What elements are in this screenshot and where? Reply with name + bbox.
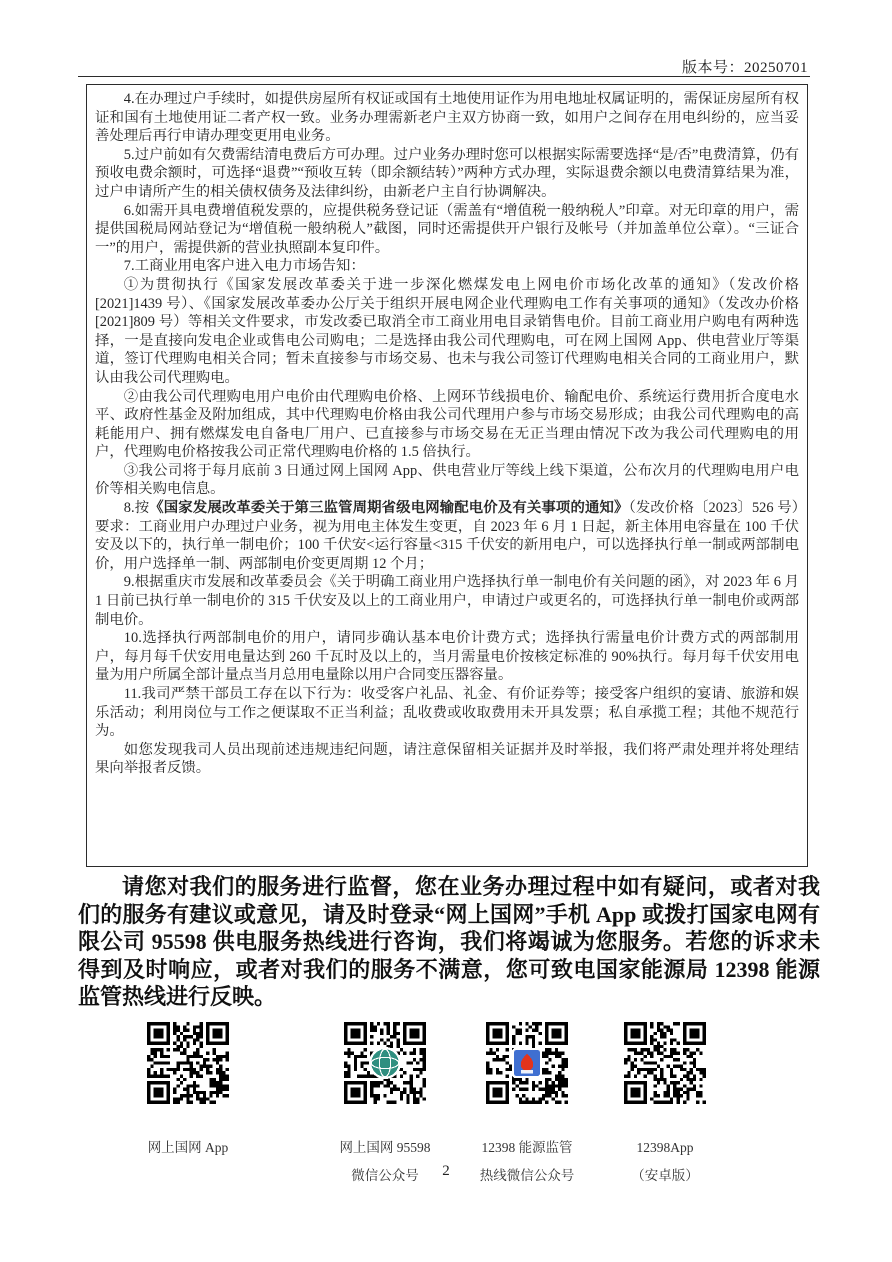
notice-paragraph — [95, 388, 799, 462]
qr-12398-app-android — [624, 1022, 706, 1183]
qr-12398-app-android-image — [624, 1022, 706, 1104]
notice-paragraph — [95, 462, 799, 499]
qr-caption — [580, 1134, 750, 1190]
supervision-paragraph: 请您对我们的服务进行监督，您在业务办理过程中如有疑问，或者对我们的服务有建议或意见，请及时登录“网上国网”手机 App 或拨打国家电网有限公司 95598 供电服务热线进行咨询，我们将竭诚为您服务。若您的诉求未得到及时响应，或者对我们的服务不满意，您可致电国家能源局 12398 能源监管热线进行反映。 — [78, 874, 820, 1010]
qr-caption-line: 热线微信公众号 — [479, 1168, 575, 1183]
notice-paragraph — [95, 202, 799, 258]
notice-paragraph — [95, 257, 799, 276]
version-label: 版本号：20250701 — [681, 60, 808, 76]
paragraph-text: 如您发现我司人员出现前述违规违纪问题，请注意保留相关证据并及时举报，我们将严肃处理并将处理结果向举报者反馈。 — [95, 741, 799, 777]
qr-caption-line: 12398App — [636, 1140, 694, 1155]
top-rule — [78, 76, 810, 77]
paragraph-text: ①为贯彻执行《国家发展改革委关于进一步深化燃煤发电上网电价市场化改革的通知》（发改价格[2021]1439 号）、《国家发展改革委办公厅关于组织开展电网企业代理购电工作有关事项的通知》（发改办价格[2021]809 号）等相关文件要求，市发改委已取消全市工商业用电目录销售电价。目前工商业用户购电有两种选择，一是直接向发电企业或售电公司购电；二是选择由我公司代理购电，可在网上国网 App、供电营业厅等渠道，签订代理购电相关合同；暂未直接参与市场交易、也未与我公司签订代理购电相关合同的工商业用户，默认由我公司代理购电。 — [95, 276, 799, 386]
paragraph-text: ③我公司将于每月底前 3 日通过网上国网 App、供电营业厅等线上线下渠道，公布次月的代理购电用户电价等相关购电信息。 — [95, 462, 799, 498]
paragraph-text: 7.工商业用电客户进入电力市场告知： — [123, 258, 365, 275]
qr-caption-line: 微信公众号 — [351, 1168, 419, 1183]
qr-caption-line: （安卓版） — [631, 1168, 699, 1183]
qr-12398-hotline-wechat — [479, 1022, 575, 1183]
notice-paragraphs — [95, 90, 799, 778]
qr-caption-line: 网上国网 App — [147, 1140, 229, 1155]
notice-box — [86, 84, 808, 867]
notice-paragraph — [95, 146, 799, 202]
page-number: 2 — [442, 1163, 450, 1179]
notice-paragraph — [95, 741, 799, 778]
qr-95598-wechat — [339, 1022, 431, 1183]
notice-paragraph — [95, 573, 799, 629]
notice-paragraph — [95, 499, 799, 573]
paragraph-text: 4.在办理过户手续时，如提供房屋所有权证或国有土地使用证作为用电地址权属证明的，需保证房屋所有权证和国有土地使用证二者产权一致。业务办理需新老户主双方协商一致，如用户之间存在用电纠纷的，应当妥善处理后再行申请办理变更用电业务。 — [95, 91, 799, 145]
qr-caption-line: 网上国网 95598 — [339, 1140, 431, 1155]
qr-wangshang-guowang-app — [147, 1022, 229, 1155]
qr-95598-wechat-image — [344, 1022, 426, 1104]
paragraph-text: （发改价格〔2023〕526 号）要求：工商业用户办理过户业务，视为用电主体发生变更，自 2023 年 6 月 1 日起，新主体用电容量在 100 千伏安及以下的，执行单一制电价；100 千伏安<运行容量<315 千伏安的新用电户，可以选择执行单一制或两部制电价，用户选择单一制、两部制电价变更周期 12 个月； — [95, 500, 799, 572]
qr-wangshang-guowang-app-image — [147, 1022, 229, 1104]
notice-paragraph — [95, 685, 799, 741]
paragraph-text: 5.过户前如有欠费需结清电费后方可办理。过户业务办理时您可以根据实际需要选择“是/否”电费清算，仍有预收电费余额时，可选择“退费”“预收互转（即余额结转）”两种方式办理，实际退费余额以电费清算结果为准，过户申请所产生的相关债权债务及法律纠纷，由新老户主自行协调解决。 — [95, 146, 799, 200]
document-title-bold: 《国家发展改革委关于第三监管周期省级电网输配电价及有关事项的通知》 — [149, 500, 629, 517]
notice-paragraph — [95, 90, 799, 146]
qr-caption — [103, 1134, 273, 1162]
qr-row — [0, 1022, 892, 1222]
paragraph-text: 11.我司严禁干部员工存在以下行为：收受客户礼品、礼金、有价证券等；接受客户组织的宴请、旅游和娱乐活动；利用岗位与工作之便谋取不正当利益；乱收费或收取费用未开具发票；私自承揽工程；其他不规范行为。 — [95, 686, 799, 740]
paragraph-text: 6.如需开具电费增值税发票的，应提供税务登记证（需盖有“增值税一般纳税人”印章。对无印章的用户，需提供国税局网站登记为“增值税一般纳税人”截图，同时还需提供开户银行及帐号（并加盖单位公章）。“三证合一”的用户，需提供新的营业执照副本复印件。 — [95, 202, 799, 256]
qr-12398-hotline-wechat-image — [486, 1022, 568, 1104]
notice-paragraph — [95, 629, 799, 685]
qr-caption-line: 12398 能源监管 — [481, 1140, 573, 1155]
paragraph-text: 10.选择执行两部制电价的用户，请同步确认基本电价计费方式；选择执行需量电价计费方式的两部制用户，每月每千伏安用电量达到 260 千瓦时及以上的，当月需量电价按核定标准的 90%执行。每月每千伏安用电量为用户所属全部计量点当月总用电量除以用户合同变压器容量。 — [95, 630, 799, 684]
paragraph-text: 9.根据重庆市发展和改革委员会《关于明确工商业用户选择执行单一制电价有关问题的函》，对 2023 年 6 月 1 日前已执行单一制电价的 315 千伏安及以上的工商业用户，申请过户或更名的，可选择执行单一制电价或两部制电价。 — [95, 574, 799, 628]
paragraph-text: ②由我公司代理购电用户电价由代理购电价格、上网环节线损电价、输配电价、系统运行费用折合度电水平、政府性基金及附加组成，其中代理购电价格由我公司代理用户参与市场交易形成；由我公司代理购电的高耗能用户、拥有燃煤发电自备电厂用户、已直接参与市场交易在无正当理由情况下改为我公司代理购电的用户，代理购电价格按我公司正常代理购电价格的 1.5 倍执行。 — [95, 388, 799, 461]
notice-paragraph — [95, 276, 799, 388]
paragraph-text: 8.按 — [123, 500, 150, 517]
